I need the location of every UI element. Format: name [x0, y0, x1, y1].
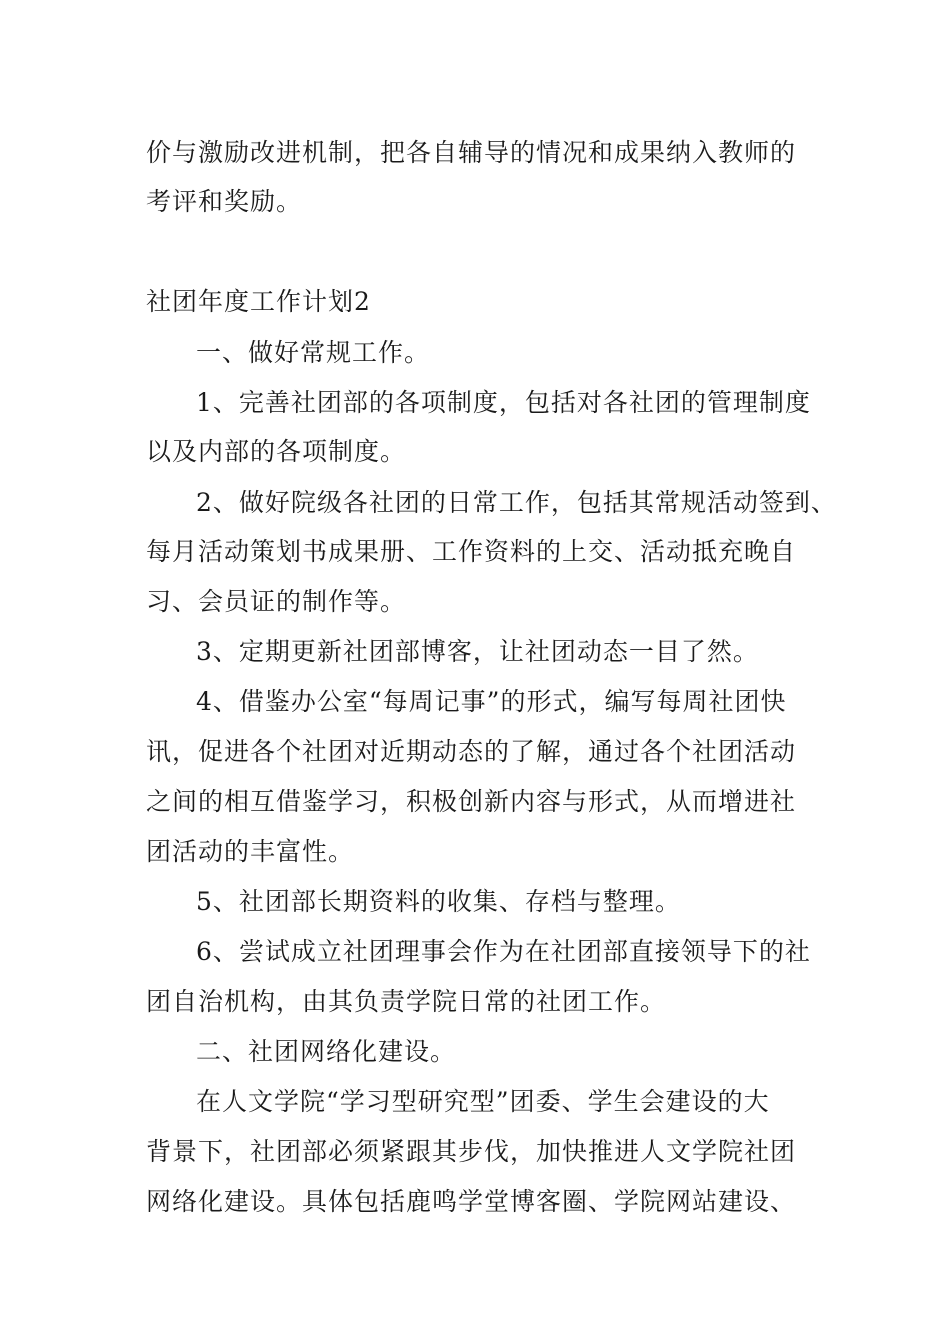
text-line: 团活动的丰富性。 [146, 837, 355, 866]
text-line: 习、会员证的制作等。 [146, 587, 407, 616]
section-title: 社团年度工作计划2 [146, 287, 371, 316]
text-line: 2、做好院级各社团的日常工作，包括其常规活动签到、 [196, 488, 837, 517]
text-line: 5、社团部长期资料的收集、存档与整理。 [196, 887, 681, 916]
heading-two: 二、社团网络化建设。 [196, 1037, 457, 1066]
text-line: 每月活动策划书成果册、工作资料的上交、活动抵充晚自 [146, 537, 797, 566]
text-line: 6、尝试成立社团理事会作为在社团部直接领导下的社 [196, 937, 811, 966]
text-line: 3、定期更新社团部博客，让社团动态一目了然。 [196, 637, 759, 666]
text-line: 之间的相互借鉴学习，积极创新内容与形式，从而增进社 [146, 787, 797, 816]
text-line: 以及内部的各项制度。 [146, 437, 407, 466]
text-line: 团自治机构，由其负责学院日常的社团工作。 [146, 987, 667, 1016]
text-line: 1、完善社团部的各项制度，包括对各社团的管理制度 [196, 388, 811, 417]
text-line: 背景下，社团部必须紧跟其步伐，加快推进人文学院社团 [146, 1137, 797, 1166]
text-line: 价与激励改进机制，把各自辅导的情况和成果纳入教师的 [146, 138, 797, 167]
text-line: 在人文学院“学习型研究型”团委、学生会建设的大 [196, 1087, 770, 1116]
heading-one: 一、做好常规工作。 [196, 338, 431, 367]
text-line: 考评和奖励。 [146, 187, 303, 216]
text-line: 网络化建设。具体包括鹿鸣学堂博客圈、学院网站建设、 [146, 1187, 797, 1216]
text-line: 讯，促进各个社团对近期动态的了解，通过各个社团活动 [146, 737, 797, 766]
text-line: 4、借鉴办公室“每周记事”的形式，编写每周社团快 [196, 687, 787, 716]
